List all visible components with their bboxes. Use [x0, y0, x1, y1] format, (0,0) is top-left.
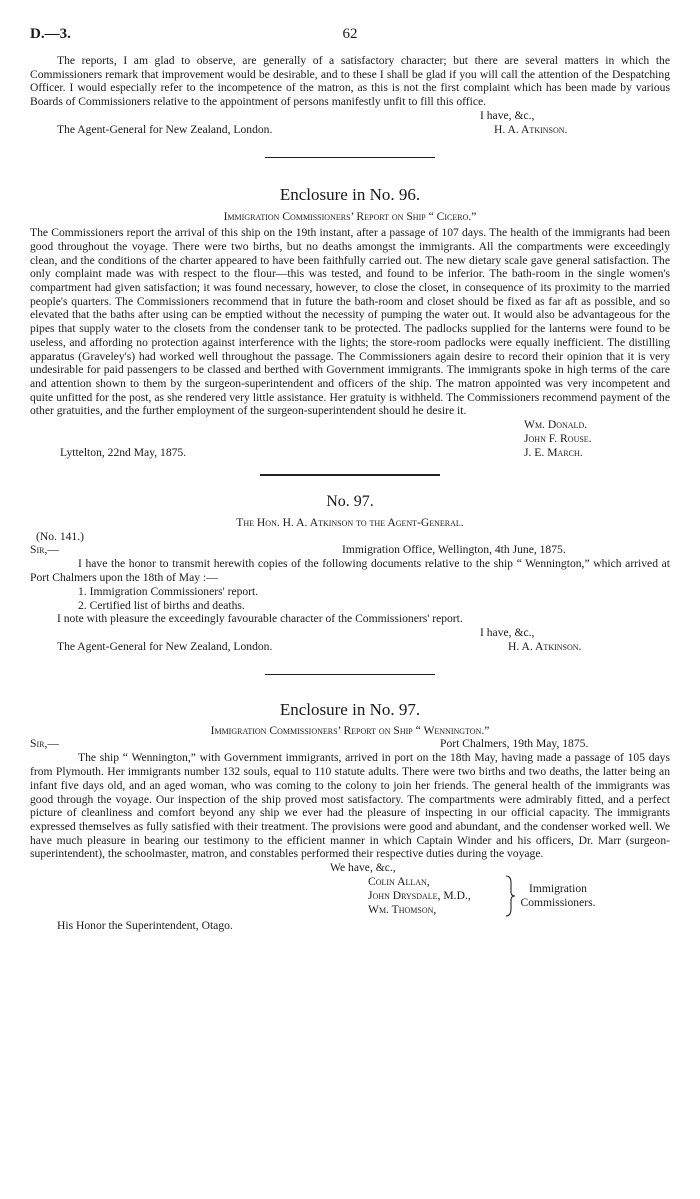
enclosure-96-body: The Commissioners report the arrival of this ship on the 19th instant, after a passage of 107 days. The health of the immigrants had been good throughout the voyage. There were two births, but no deaths amongst the immigrants. All the compartments were exceedingly clean, and the conditions of the charter appeared to have been faithfully carried out. The new dietary scale gave general satisfaction. The only complaint made was with respect to the flour—this was tested, and found to be inferior. The bath-room in the single women's compartment had given satisfaction; it was found necessary, however, to close the closet, in consequence of its proximity to the married people's quarters. The Commissioners recommend that in future the bath-room and closet should be fixed as far aft as possible, and so elevated that the baths after using can be emptied without the necessity of pumping the water out. It would also be advantageous for the pipes that supply water to the closets from the condenser tank to be protected. The padlocks supplied for the lanterns were found to be useless, and affording no protection against interference with the lights; the store-room padlocks were equally inefficient. The distilling apparatus (Graveley's) had worked well throughout the passage. The Commissioners again desire to record their opinion that it is very undesirable for paid passengers to be classed and berthed with Government immigrants. The immigrants spoke in high terms of the care and attention shown to them by the surgeon-superintendent and officers of the ship. The matron appointed was very incompetent and quite unfitted for the post, as she rendered very little assistance. Her gratuity is withheld. The Commissioners recommend payment of the other gratuities, and the further employment of the surgeon-superintendent should he desire it.	[30, 226, 670, 418]
brace-icon	[504, 875, 516, 917]
salutation: Sir,—	[30, 543, 59, 557]
signatory: Wm. Donald.	[524, 418, 588, 432]
signature: H. A. Atkinson.	[494, 122, 568, 136]
signatory: Colin Allan,	[368, 874, 430, 888]
enclosure-97-body: The ship “ Wennington,” with Government immigrants, arrived in port on the 18th May, having made a passage of 105 days from Plymouth. Her immigrants number 132 souls, equal to 110 statute adults. There were two births and two deaths, the latter being an infant five days old, and an aged woman, who was coming to the colony to join her friends. The general health of the immigrants was good through the voyage. Our inspection of the ship proved most satisfactory. The compartments were admirably fitted, and a perfect picture of cleanliness and comfort beyond any ship we ever had the pleasure of inspecting in our official capacity. The immigrants expressed themselves as fully satisfied with their treatment. The provisions were good and abundant, and the condenser worked well. We have much pleasure in bearing our testimony to the efficient manner in which Captain Winder and his officers, Dr. Marr (surgeon-superintendent), the schoolmaster, matron, and constables performed their respective duties during the voyage.	[30, 751, 670, 861]
signatory: J. E. March.	[524, 446, 583, 460]
page-header	[30, 28, 670, 54]
letter-closing: I have, &c.,	[480, 108, 535, 122]
signatory: John F. Rouse.	[524, 432, 592, 446]
page-number: 62	[342, 26, 358, 42]
list-item: 2. Certified list of births and deaths.	[78, 598, 245, 612]
no-97-title: No. 97.	[326, 493, 374, 511]
document-code: D.—3.	[30, 26, 71, 42]
letter-closing: We have, &c.,	[330, 861, 396, 875]
addressee: The Agent-General for New Zealand, London.	[57, 639, 273, 653]
letter-intro: I have the honor to transmit herewith copies of the following documents relative to the ship “ Wennington,” which arrived at Port Chalmers upon the 18th of May :—	[30, 557, 670, 585]
addressee-signature-row	[30, 640, 670, 654]
salutation-row	[30, 737, 670, 751]
addressee-signature-row	[30, 123, 670, 137]
enclosure-97-subtitle: Immigration Commissioners’ Report on Ship “ Wennington.”	[210, 723, 490, 737]
enclosure-97-title: Enclosure in No. 97.	[279, 699, 421, 719]
letter-paragraph: The reports, I am glad to observe, are generally of a satisfactory character; but there are several matters in which the Commissioners remark that improvement would be desirable, and to these I shall be glad if you will call the attention of the Despatching Officer. I would especially refer to the incompetence of the matron, as this is not the first complaint which has been made by various Boards of Commissioners relative to the appointment of persons manifestly unfit to fill this office.	[30, 54, 670, 109]
no-97-subtitle: The Hon. H. A. Atkinson to the Agent-General.	[236, 516, 464, 530]
signatory: Wm. Thomson,	[368, 902, 437, 916]
addressee: His Honor the Superintendent, Otago.	[57, 918, 233, 932]
reference-number: (No. 141.)	[36, 529, 84, 543]
enclosure-96-subtitle: Immigration Commissioners’ Report on Ship “ Cicero.”	[223, 209, 477, 223]
place-date: Immigration Office, Wellington, 4th June, 1875.	[342, 543, 566, 557]
addressee: The Agent-General for New Zealand, London.	[57, 122, 273, 136]
salutation: Sir,—	[30, 737, 59, 751]
enclosure-96-title: Enclosure in No. 96.	[279, 184, 421, 204]
place-date: Lyttelton, 22nd May, 1875.	[60, 446, 187, 460]
signature: H. A. Atkinson.	[508, 639, 582, 653]
letter-note: I note with pleasure the exceedingly favourable character of the Commissioners' report.	[57, 612, 463, 626]
list-item: 1. Immigration Commissioners' report.	[78, 584, 259, 598]
commissioners-signoff	[30, 875, 670, 919]
signatory: John Drysdale, M.D.,	[368, 888, 471, 902]
place-date: Port Chalmers, 19th May, 1875.	[440, 737, 589, 751]
salutation-row	[30, 543, 670, 557]
role-line: Immigration	[529, 881, 587, 895]
enclosure-96-signoff	[30, 418, 670, 460]
role-line: Commissioners.	[520, 895, 596, 909]
document-page	[30, 28, 670, 932]
letter-closing: I have, &c.,	[480, 625, 535, 639]
